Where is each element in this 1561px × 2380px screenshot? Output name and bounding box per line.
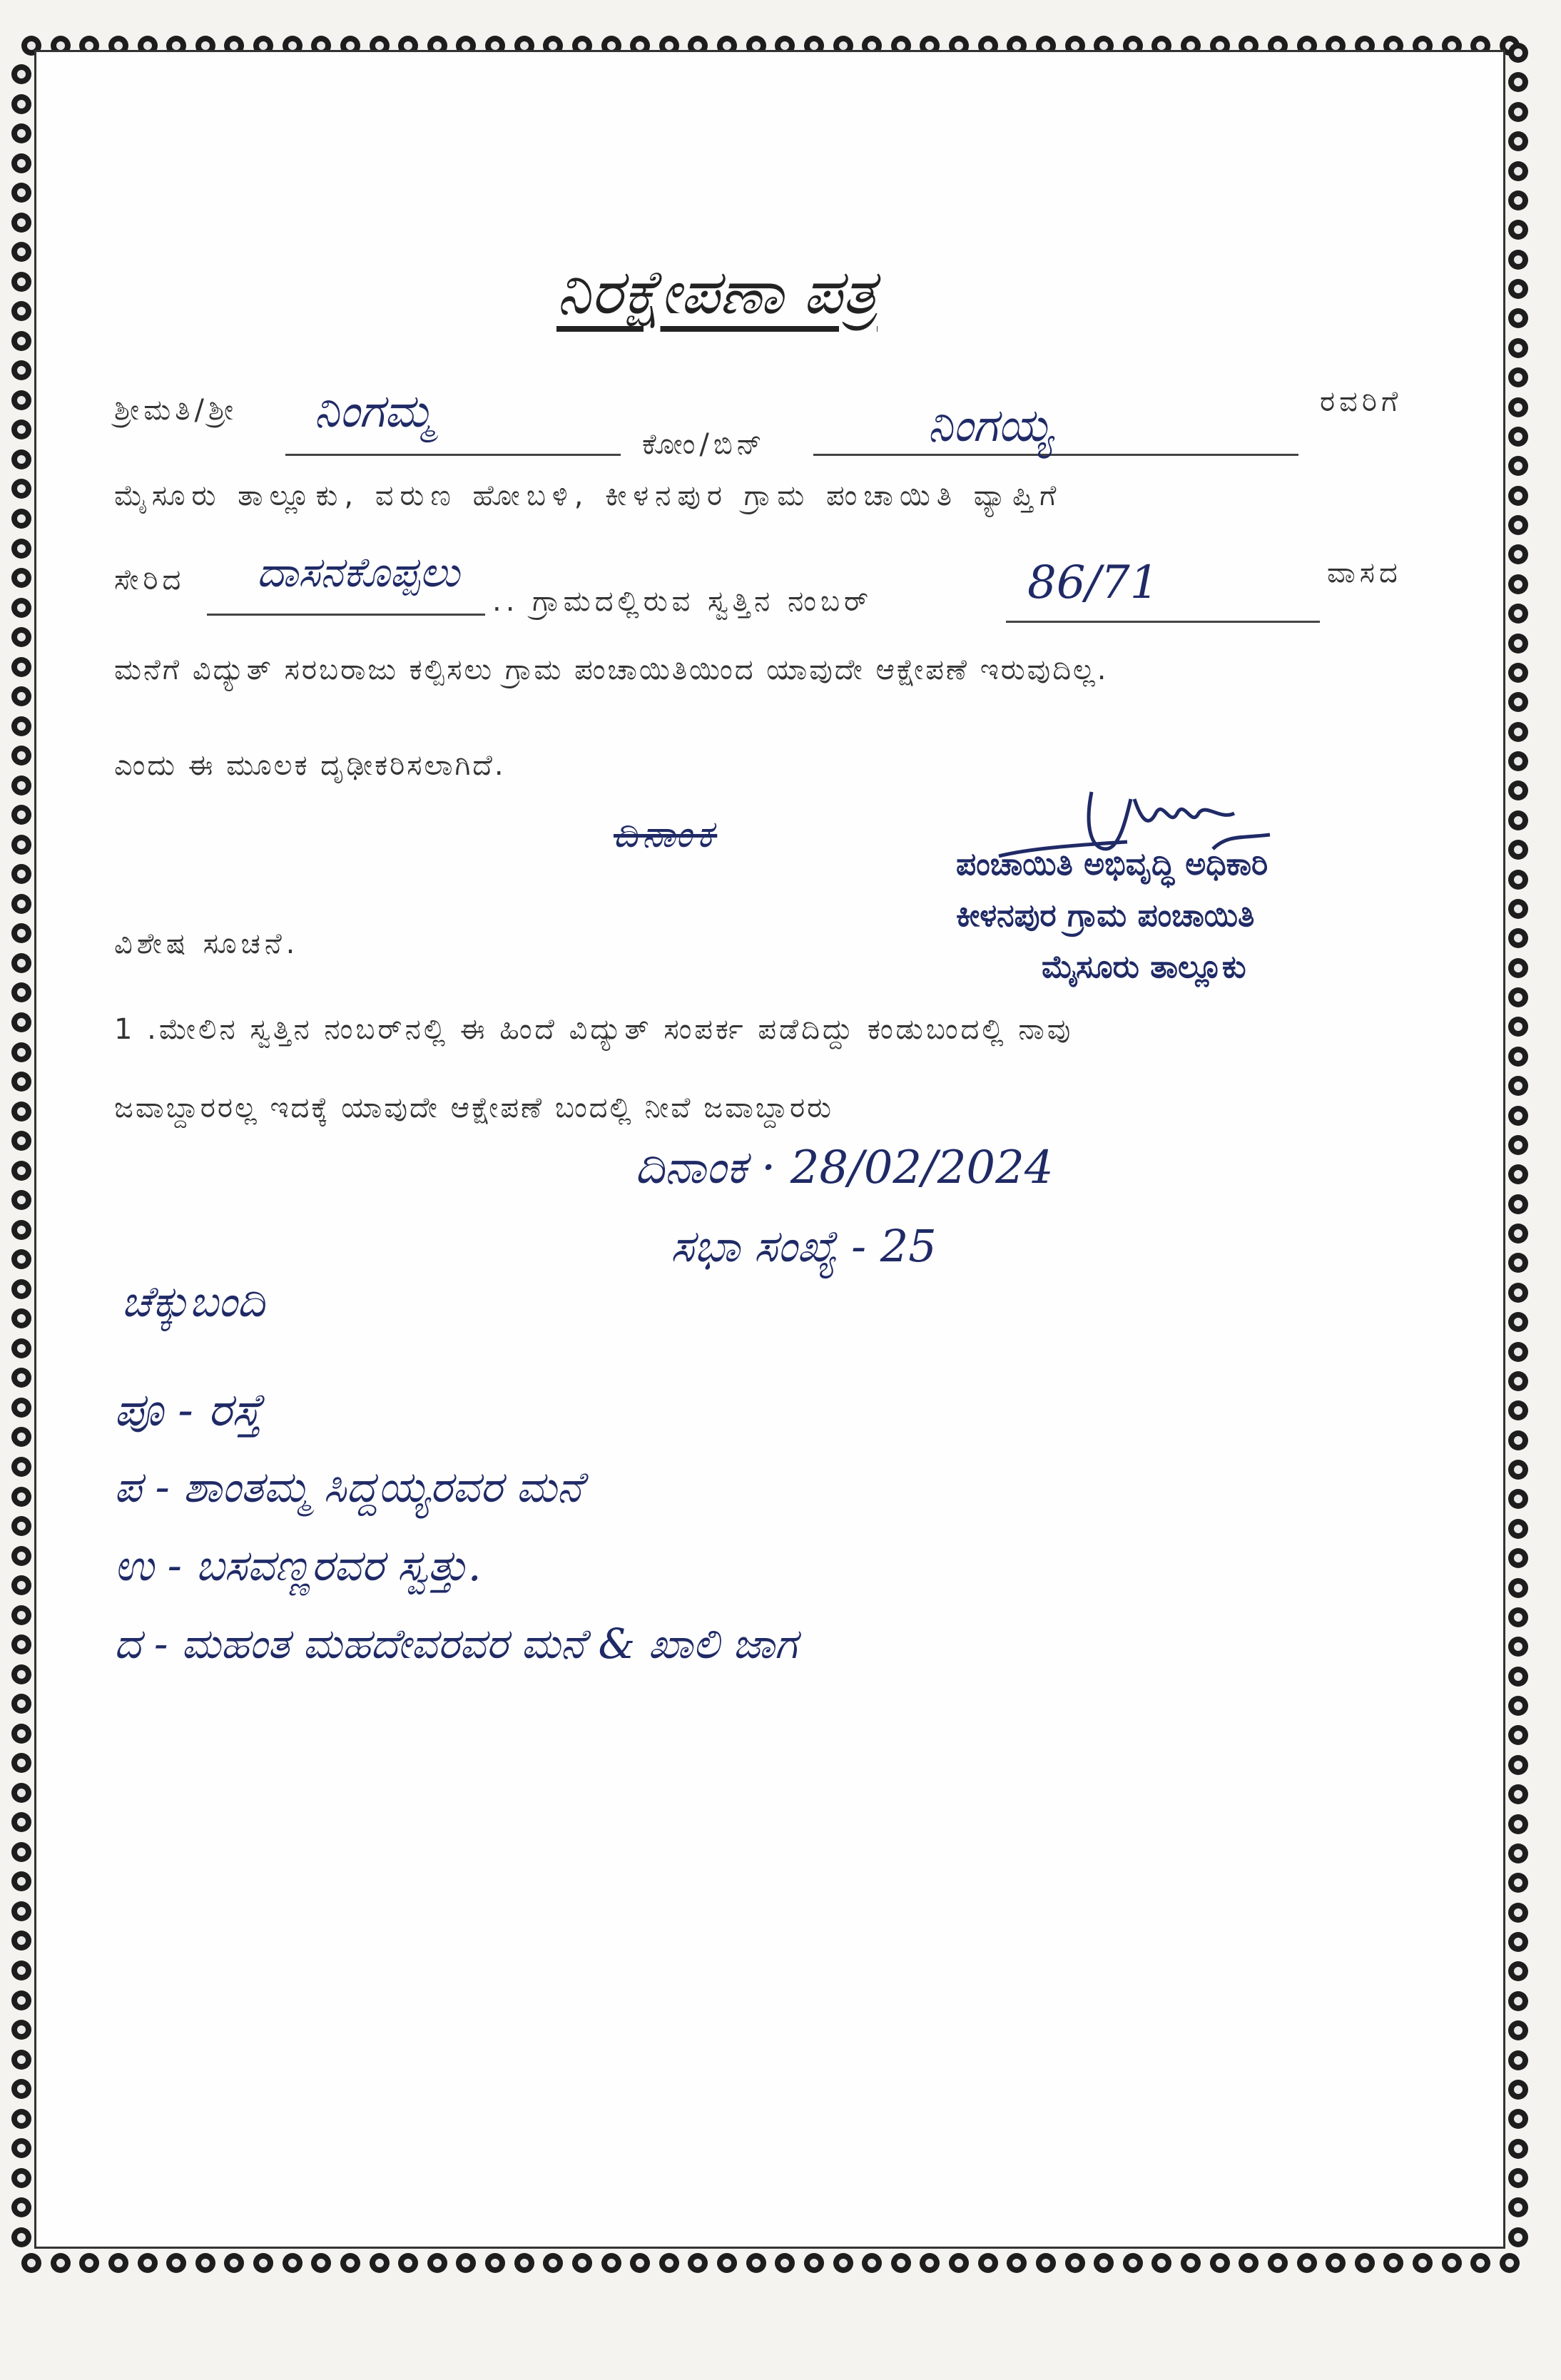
border-dot [630, 2253, 650, 2273]
signatory-block [956, 842, 1268, 990]
line3-mid: .. ಗ್ರಾಮದಲ್ಲಿರುವ ಸ್ವತ್ತಿನ ನಂಬರ್ [492, 585, 873, 618]
border-dot [1508, 131, 1528, 151]
border-dot [11, 1338, 31, 1358]
border-dot [11, 775, 31, 795]
boundaries-title: ಚೆಕ್ಕುಬಂದಿ [121, 1277, 265, 1327]
border-dot [1508, 1578, 1528, 1598]
border-dot [11, 1398, 31, 1418]
border-dot [1508, 1637, 1528, 1657]
border-dot [1508, 2227, 1528, 2247]
border-dot [949, 2253, 969, 2273]
border-dot [1508, 2080, 1528, 2100]
property-fill-line [1006, 621, 1320, 623]
border-dot [1508, 1106, 1528, 1126]
border-dot [1508, 1312, 1528, 1332]
border-dot [11, 539, 31, 559]
border-dot [11, 1783, 31, 1803]
border-dot [11, 568, 31, 588]
border-dot [11, 835, 31, 855]
border-dot [11, 1575, 31, 1595]
border-dot [1508, 338, 1528, 358]
border-dot [1508, 2050, 1528, 2070]
border-dot [398, 2253, 418, 2273]
border-dot [1508, 1224, 1528, 1244]
border-dot [11, 598, 31, 618]
border-dot [1500, 2253, 1520, 2273]
border-dot [1508, 1371, 1528, 1391]
border-dot [1508, 1342, 1528, 1362]
border-dot [1508, 2020, 1528, 2040]
border-dot [11, 301, 31, 321]
village-handwritten: ದಾಸನಕೊಪ್ಪಲು [257, 548, 460, 596]
line4: ಮನೆಗೆ ವಿದ್ಯುತ್ ಸರಬರಾಜು ಕಲ್ಪಿಸಲು ಗ್ರಾಮ ಪಂಚಾಯಿತಿಯಿಂದ ಯಾವುದೇ ಆಕ್ಷೇಪಣೆ ಇರುವುದಿಲ್ಲ. [114, 654, 1109, 686]
border-dot [1508, 397, 1528, 417]
border-dot [1508, 1253, 1528, 1273]
border-dot [862, 2253, 882, 2273]
border-dot [11, 1694, 31, 1714]
border-dot [11, 1308, 31, 1328]
border-dot [11, 1131, 31, 1151]
border-dot [456, 2253, 476, 2273]
note-line2: ಜವಾಬ್ದಾರರಲ್ಲ ಇದಕ್ಕೆ ಯಾವುದೇ ಆಕ್ಷೇಪಣೆ ಬಂದಲ್ಲಿ ನೀವೆ ಜವಾಬ್ದಾರರು [114, 1092, 834, 1124]
father-fill-line [813, 454, 1298, 456]
border-dot [1210, 2253, 1230, 2273]
signatory-line2: ಕೀಳನಪುರ ಗ್ರಾಮ ಪಂಚಾಯಿತಿ [956, 897, 1255, 934]
border-dot [1508, 1755, 1528, 1775]
border-dot [1508, 279, 1528, 299]
meeting-number-handwritten: ಸಭಾ ಸಂಖ್ಯೆ - 25 [671, 1220, 937, 1272]
border-dot [572, 2253, 592, 2273]
border-dot [11, 1664, 31, 1684]
border-dot [978, 2253, 998, 2273]
border-dot [11, 1042, 31, 1062]
line3-suffix: ವಾಸದ [1327, 556, 1402, 589]
border-dot [11, 1487, 31, 1507]
border-dot [1036, 2253, 1056, 2273]
border-dot [1508, 604, 1528, 624]
border-dot [1181, 2253, 1201, 2273]
border-dot [1508, 1932, 1528, 1952]
border-dot [1508, 780, 1528, 800]
property-number-handwritten: 86/71 [1027, 556, 1159, 609]
border-dot [1508, 958, 1528, 978]
border-dot [1508, 1607, 1528, 1627]
border-dot [1508, 692, 1528, 712]
border-dot [1508, 1194, 1528, 1214]
line1-suffix: ರವರಿಗೆ [1320, 385, 1403, 418]
border-left [11, 64, 36, 2247]
border-dot [11, 183, 31, 203]
border-dot [11, 686, 31, 706]
border-dot [11, 1427, 31, 1447]
border-dot [485, 2253, 505, 2273]
border-dot [1508, 1283, 1528, 1303]
border-dot [11, 923, 31, 943]
border-dot [311, 2253, 331, 2273]
document-title: ನಿರಕ್ಷೇಪಣಾ ಪತ್ರ [556, 257, 878, 328]
border-dot [370, 2253, 390, 2273]
border-dot [1508, 43, 1528, 63]
border-dot [1508, 161, 1528, 181]
border-dot [11, 627, 31, 647]
border-dot [11, 1634, 31, 1654]
border-dot [11, 509, 31, 529]
boundary-south: ದ - ಮಹಂತ ಮಹದೇವರವರ ಮನೆ & ಖಾಲಿ ಜಾಗ [114, 1619, 798, 1668]
border-dot [1151, 2253, 1171, 2273]
border-dot [1442, 2253, 1462, 2273]
border-dot [11, 2109, 31, 2129]
border-dot [1508, 427, 1528, 447]
border-dot [11, 2050, 31, 2070]
border-dot [11, 64, 31, 84]
border-dot [1508, 1135, 1528, 1155]
border-dot [11, 2138, 31, 2158]
border-dot [11, 2227, 31, 2247]
border-dot [1413, 2253, 1433, 2273]
village-fill-line [207, 614, 485, 616]
border-dot [1508, 456, 1528, 476]
border-dot [1383, 2253, 1403, 2273]
border-dot [601, 2253, 621, 2273]
border-dot [195, 2253, 215, 2273]
border-dot [1508, 899, 1528, 919]
border-dot [1508, 102, 1528, 122]
border-dot [1508, 190, 1528, 210]
border-dot [1508, 1164, 1528, 1184]
boundary-north: ಉ - ಬಸವಣ್ಣರವರ ಸ್ವತ್ತು. [114, 1541, 482, 1591]
border-dot [543, 2253, 563, 2273]
border-dot [11, 1102, 31, 1122]
border-dot [21, 2253, 41, 2273]
border-dot [51, 2253, 71, 2273]
border-dot [11, 1901, 31, 1921]
border-dot [659, 2253, 679, 2273]
border-dot [11, 953, 31, 973]
border-dot [11, 272, 31, 292]
border-dot [717, 2253, 737, 2273]
son-of-label: ಕೋಂ/ಬಿನ್ [642, 428, 766, 461]
border-dot [11, 1279, 31, 1299]
date-handwritten: ದಿನಾಂಕ · 28/02/2024 [635, 1141, 1054, 1194]
border-dot [1326, 2253, 1346, 2273]
border-dot [11, 1990, 31, 2010]
border-dot [688, 2253, 708, 2273]
border-dot [11, 2020, 31, 2040]
border-dot [11, 94, 31, 114]
border-dot [11, 1753, 31, 1773]
border-dot [1508, 870, 1528, 890]
border-dot [1508, 515, 1528, 535]
border-dot [1297, 2253, 1317, 2273]
border-dot [11, 1546, 31, 1566]
special-note-label: ವಿಶೇಷ ಸೂಚನೆ. [114, 927, 300, 960]
border-dot [1508, 544, 1528, 564]
border-dot [1508, 1844, 1528, 1863]
struck-date-label: ದಿನಾಂಕ [614, 813, 718, 856]
border-dot [11, 805, 31, 825]
border-dot [1508, 840, 1528, 860]
border-dot [224, 2253, 244, 2273]
border-dot [11, 864, 31, 884]
border-dot [11, 1842, 31, 1862]
border-dot [1508, 1725, 1528, 1745]
border-dot [11, 1249, 31, 1269]
name-handwritten: ನಿಂಗಮ್ಮ [314, 385, 434, 438]
border-dot [1508, 928, 1528, 948]
border-dot [11, 419, 31, 439]
border-dot [11, 1368, 31, 1388]
border-dot [1470, 2253, 1490, 2273]
border-dot [1508, 220, 1528, 240]
border-dot [1268, 2253, 1288, 2273]
border-dot [11, 1931, 31, 1951]
border-dot [340, 2253, 360, 2273]
border-dot [166, 2253, 186, 2273]
border-dot [11, 1516, 31, 1536]
border-dot [11, 1220, 31, 1240]
boundary-west: ಪ - ಶಾಂತಮ್ಮ ಸಿದ್ದಯ್ಯರವರ ಮನೆ [114, 1463, 583, 1512]
border-dot [1508, 2139, 1528, 2159]
border-dot [11, 746, 31, 766]
border-dot [1508, 987, 1528, 1007]
border-dot [11, 1605, 31, 1625]
border-dot [108, 2253, 128, 2273]
border-dot [1508, 1489, 1528, 1509]
border-dot [11, 2197, 31, 2217]
border-dot [514, 2253, 534, 2273]
border-dot [11, 213, 31, 233]
name-fill-line [285, 454, 621, 456]
border-dot [11, 1812, 31, 1832]
border-dot [11, 716, 31, 736]
border-dot [1508, 1961, 1528, 1981]
border-dot [833, 2253, 853, 2273]
border-dot [11, 657, 31, 677]
father-name-handwritten: ನಿಂಗಯ್ಯ [927, 400, 1053, 452]
border-dot [283, 2253, 302, 2273]
border-dot [746, 2253, 766, 2273]
border-dot [11, 360, 31, 380]
border-dot [1007, 2253, 1027, 2273]
border-dot [1094, 2253, 1114, 2273]
border-dot [1508, 1460, 1528, 1480]
border-dot [1508, 1814, 1528, 1834]
border-dot [1355, 2253, 1375, 2273]
border-dot [11, 2168, 31, 2188]
border-dot [11, 1190, 31, 1210]
border-dot [804, 2253, 824, 2273]
border-dot [1508, 751, 1528, 771]
border-dot [920, 2253, 940, 2273]
border-dot [11, 123, 31, 143]
border-dot [1508, 72, 1528, 92]
border-dot [11, 390, 31, 410]
border-dot [1508, 1548, 1528, 1568]
border-dot [427, 2253, 447, 2273]
border-dot [79, 2253, 99, 2273]
border-dot [1508, 2197, 1528, 2217]
border-dot [11, 2079, 31, 2099]
border-dot [1508, 2109, 1528, 2129]
boundary-east: ಪೂ - ರಸ್ತೆ [114, 1384, 263, 1437]
signatory-line1: ಪಂಚಾಯಿತಿ ಅಭಿವೃದ್ಧಿ ಅಧಿಕಾರಿ [956, 846, 1268, 883]
border-dot [11, 1072, 31, 1092]
border-right [1508, 43, 1532, 2247]
border-dot [1065, 2253, 1085, 2273]
border-dot [11, 153, 31, 173]
border-dot [891, 2253, 911, 2273]
border-dot [11, 894, 31, 914]
border-dot [1508, 574, 1528, 594]
border-dot [1508, 1991, 1528, 2011]
line5: ಎಂದು ಈ ಮೂಲಕ ದೃಢೀಕರಿಸಲಾಗಿದೆ. [114, 749, 506, 782]
border-dot [1508, 1784, 1528, 1804]
border-dot [1508, 810, 1528, 830]
line3-prefix: ಸೇರಿದ [114, 564, 185, 596]
border-dot [1508, 1047, 1528, 1067]
border-dot [11, 1012, 31, 1032]
border-dot [775, 2253, 795, 2273]
border-dot [1508, 308, 1528, 328]
border-dot [1508, 1400, 1528, 1420]
border-dot [253, 2253, 273, 2273]
border-dot [1508, 486, 1528, 506]
border-dot [11, 982, 31, 1002]
border-dot [1508, 722, 1528, 742]
border-dot [11, 1871, 31, 1891]
border-dot [11, 479, 31, 499]
border-dot [11, 1961, 31, 1980]
border-dot [1123, 2253, 1143, 2273]
line1-prefix: ಶ್ರೀಮತಿ/ಶ್ರೀ [114, 394, 238, 427]
border-dot [1508, 1017, 1528, 1037]
border-dot [11, 1724, 31, 1744]
border-dot [1508, 1519, 1528, 1539]
border-dot [1508, 367, 1528, 387]
border-dot [11, 449, 31, 469]
border-dot [1508, 1667, 1528, 1687]
border-dot [11, 331, 31, 351]
border-dot [1508, 250, 1528, 270]
border-dot [1508, 2168, 1528, 2188]
border-dot [11, 242, 31, 262]
border-bottom [21, 2253, 1520, 2277]
border-dot [1508, 663, 1528, 683]
signatory-line3: ಮೈಸೂರು ತಾಲ್ಲೂಕು [1042, 949, 1246, 985]
border-dot [1508, 1903, 1528, 1923]
border-dot [11, 1457, 31, 1477]
border-dot [1508, 1873, 1528, 1893]
note-line1: 1 .ಮೇಲಿನ ಸ್ವತ್ತಿನ ನಂಬರ್‌ನಲ್ಲಿ ಈ ಹಿಂದೆ ವಿದ್ಯುತ್ ಸಂಪರ್ಕ ಪಡೆದಿದ್ದು ಕಂಡುಬಂದಲ್ಲಿ ನಾವು [114, 1013, 1074, 1046]
border-dot [1508, 1430, 1528, 1450]
border-dot [1508, 1696, 1528, 1716]
line2: ಮೈಸೂರು ತಾಲ್ಲೂಕು, ವರುಣ ಹೋಬಳಿ, ಕೀಳನಪುರ ಗ್ರಾಮ ಪಂಚಾಯಿತಿ ವ್ಯಾಪ್ತಿಗೆ [114, 479, 1063, 512]
border-dot [1239, 2253, 1259, 2273]
border-dot [1508, 634, 1528, 654]
border-dot [1508, 1076, 1528, 1096]
border-dot [138, 2253, 158, 2273]
border-dot [11, 1161, 31, 1181]
